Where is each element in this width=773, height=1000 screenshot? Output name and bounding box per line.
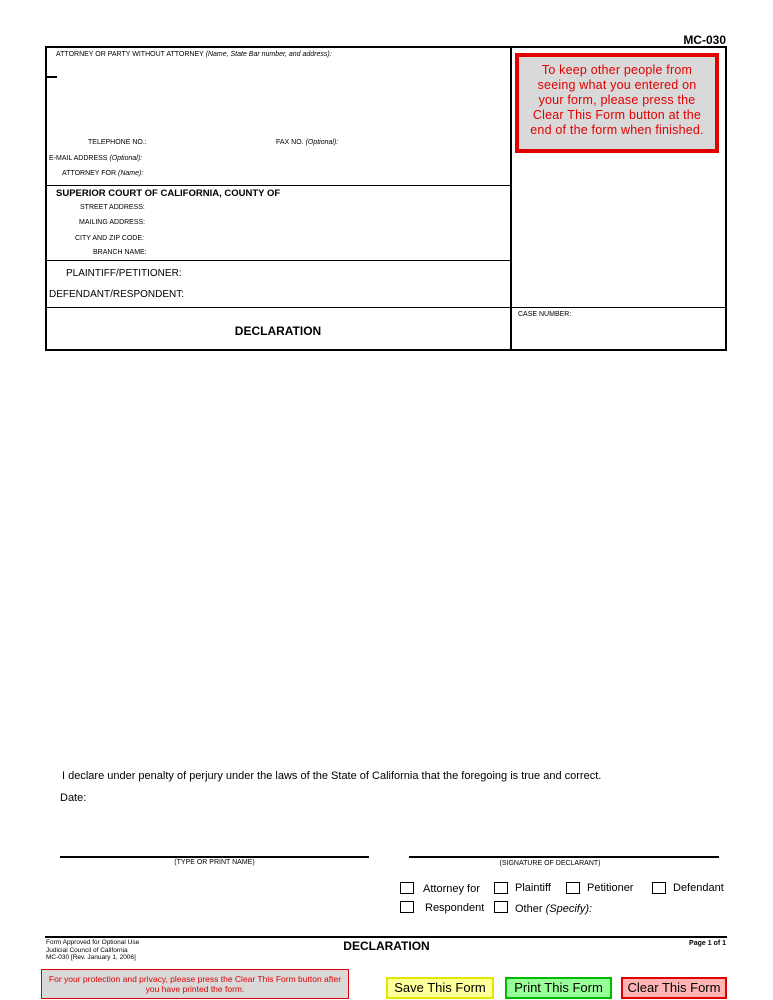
fax-label: FAX NO. (Optional): [276, 139, 339, 146]
petitioner-checkbox-label: Petitioner [587, 882, 634, 894]
defendant-checkbox-label: Defendant [673, 882, 724, 894]
form-approval-info: Form Approved for Optional Use Judicial Council of California MC-030 [Rev. January 1, 2006] [46, 939, 140, 961]
defendant-label: DEFENDANT/RESPONDENT: [49, 289, 185, 300]
attorney-for-checkbox[interactable] [400, 882, 414, 894]
case-number-label: CASE NUMBER: [518, 311, 572, 318]
defendant-checkbox[interactable] [652, 882, 666, 894]
mailing-address-label: MAILING ADDRESS: [79, 219, 146, 226]
other-checkbox-label: Other (Specify): [515, 903, 593, 915]
footer-privacy-warning: For your protection and privacy, please press the Clear This Form button after you have printed the form. [41, 969, 349, 999]
print-form-button[interactable]: Print This Form [505, 977, 612, 999]
name-line [60, 856, 369, 858]
save-form-button[interactable]: Save This Form [386, 977, 494, 999]
text-cursor [47, 76, 57, 78]
plaintiff-checkbox[interactable] [494, 882, 508, 894]
footer-title: DECLARATION [343, 939, 430, 953]
attorney-header: ATTORNEY OR PARTY WITHOUT ATTORNEY (Name, State Bar number, and address): [56, 51, 332, 58]
plaintiff-checkbox-label: Plaintiff [515, 882, 551, 894]
signature-line [409, 856, 719, 858]
petitioner-checkbox[interactable] [566, 882, 580, 894]
date-label: Date: [60, 792, 87, 804]
email-label: E-MAIL ADDRESS (Optional): [49, 155, 143, 162]
other-checkbox[interactable] [494, 901, 508, 913]
branch-name-label: BRANCH NAME: [93, 249, 147, 256]
page-number: Page 1 of 1 [689, 940, 726, 947]
clear-form-button[interactable]: Clear This Form [621, 977, 727, 999]
telephone-label: TELEPHONE NO.: [88, 139, 147, 146]
footer-rule [45, 936, 727, 938]
attorney-for-checkbox-label: Attorney for [423, 883, 480, 895]
court-title: SUPERIOR COURT OF CALIFORNIA, COUNTY OF [56, 188, 281, 199]
form-number: MC-030 [683, 33, 726, 47]
perjury-statement: I declare under penalty of perjury under the laws of the State of California that the foregoing is true and correct. [62, 770, 602, 782]
name-caption: (TYPE OR PRINT NAME) [174, 859, 255, 866]
privacy-notice: To keep other people from seeing what you entered on your form, please press the Clear This Form button at the end of the form when finished. [515, 53, 719, 153]
plaintiff-label: PLAINTIFF/PETITIONER: [66, 268, 182, 279]
attorney-for-label: ATTORNEY FOR (Name): [62, 170, 144, 177]
declaration-title: DECLARATION [234, 324, 322, 338]
respondent-checkbox-label: Respondent [425, 902, 485, 914]
respondent-checkbox[interactable] [400, 901, 414, 913]
street-address-label: STREET ADDRESS: [80, 204, 145, 211]
signature-caption: (SIGNATURE OF DECLARANT) [499, 860, 601, 867]
city-zip-label: CITY AND ZIP CODE: [75, 235, 144, 242]
